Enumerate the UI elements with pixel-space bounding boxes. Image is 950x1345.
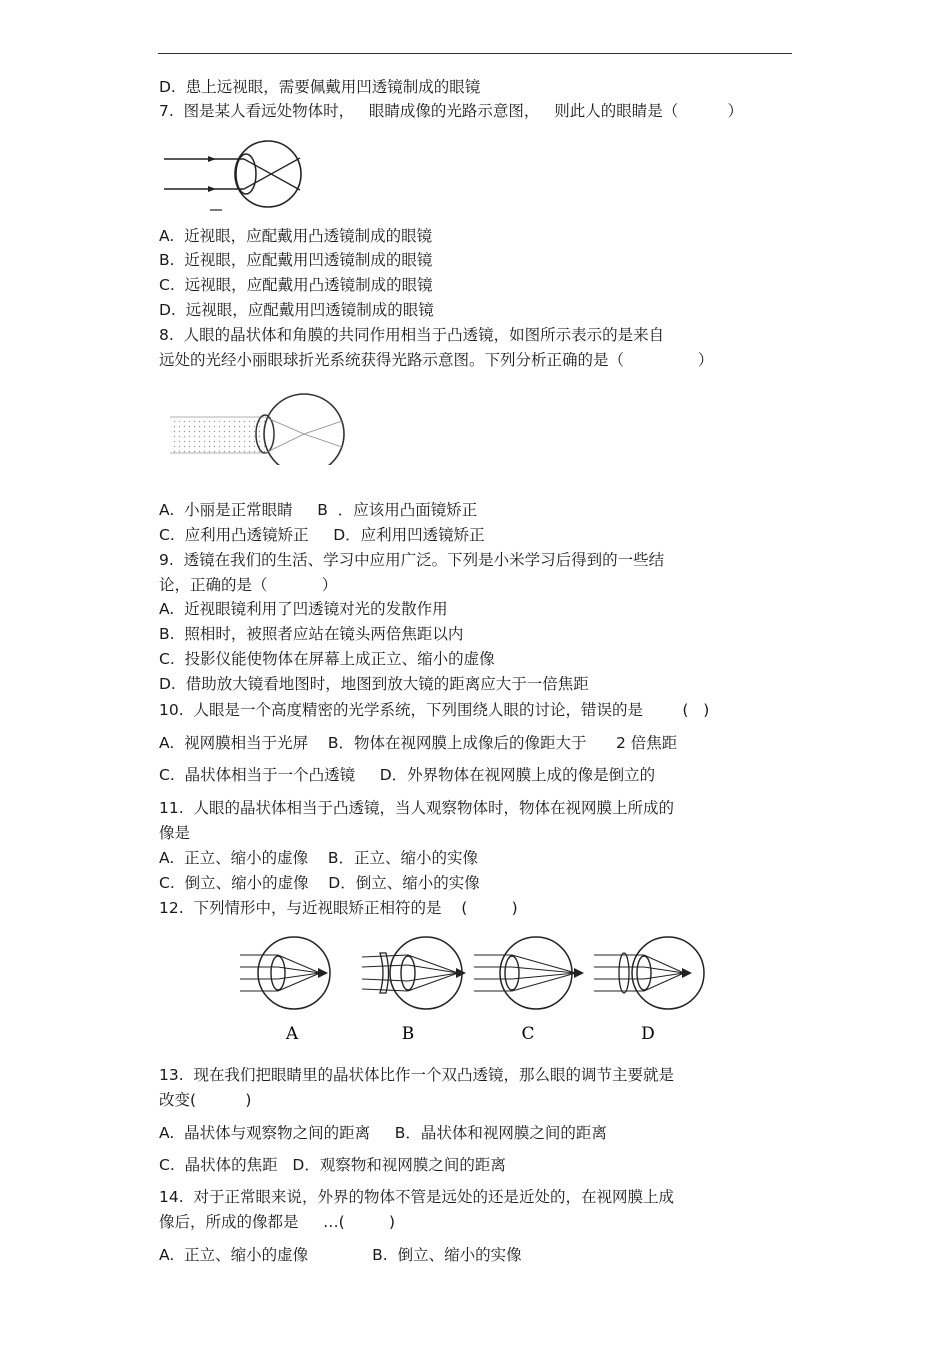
q11-stem-line1: 11. 人眼的晶状体相当于凸透镜，当人观察物体时，物体在视网膜上所成的 (159, 799, 675, 817)
q9-stem-line1: 9. 透镜在我们的生活、学习中应用广泛。下列是小米学习后得到的一些结 (159, 551, 665, 569)
q8-options-cd: C. 应利用凸透镜矫正 D．应利用凹透镜矫正 (159, 526, 485, 544)
q12-label-d: D (641, 1024, 655, 1043)
q11-options-ab: A. 正立、缩小的虚像 B．正立、缩小的实像 (159, 849, 478, 867)
q11-stem-line2: 像是 (159, 824, 191, 842)
q12-label-a: A (285, 1024, 299, 1043)
q14-stem-line1: 14. 对于正常眼来说，外界的物体不管是远处的还是近处的，在视网膜上成 (159, 1188, 675, 1206)
q12-diagram-c (474, 937, 584, 1009)
q10-stem: 10. 人眼是一个高度精密的光学系统，下列围绕人眼的讨论，错误的是 ( ) (159, 701, 710, 719)
q12-stem: 12. 下列情形中，与近视眼矫正相符的是 ( ) (159, 899, 518, 917)
q13-options-cd: C. 晶状体的焦距 D．观察物和视网膜之间的距离 (159, 1156, 506, 1174)
q10-options-ab: A. 视网膜相当于光屏 B．物体在视网膜上成像后的像距大于 2 倍焦距 (159, 734, 678, 752)
q8-options-ab: A. 小丽是正常眼睛 B ．应该用凸面镜矫正 (159, 501, 478, 519)
q12-diagram-a (240, 937, 330, 1009)
q13-options-ab: A. 晶状体与观察物之间的距离 B．晶状体和视网膜之间的距离 (159, 1124, 607, 1142)
q9-option-b: B. 照相时，被照者应站在镜头两倍焦距以内 (159, 625, 464, 643)
q11-options-cd: C. 倒立、缩小的虚像 D．倒立、缩小的实像 (159, 874, 480, 892)
q13-stem-line2: 改变( ) (159, 1091, 252, 1109)
q7-stem: 7. 图是某人看远处物体时， 眼睛成像的光路示意图， 则此人的眼睛是（ ） (159, 102, 743, 120)
q9-stem-line2: 论，正确的是（ ） (159, 576, 338, 594)
q9-option-c: C. 投影仪能使物体在屏幕上成正立、缩小的虚像 (159, 650, 495, 668)
q12-diagram-d (594, 937, 704, 1009)
q14-stem-line2: 像后，所成的像都是 …( ) (159, 1213, 396, 1231)
q8-stem-line2: 远处的光经小丽眼球折光系统获得光路示意图。下列分析正确的是（ ） (159, 351, 714, 369)
q12-eye-diagrams (236, 935, 716, 1043)
q7-option-a: A. 近视眼，应配戴用凸透镜制成的眼镜 (159, 227, 433, 245)
q6-option-d: D. 患上远视眼，需要佩戴用凹透镜制成的眼镜 (159, 78, 481, 96)
q7-option-b: B. 近视眼，应配戴用凹透镜制成的眼镜 (159, 251, 433, 269)
q12-diagram-b (362, 937, 466, 1009)
q10-options-cd: C. 晶状体相当于一个凸透镜 D．外界物体在视网膜上成的像是倒立的 (159, 766, 656, 784)
q7-option-d: D. 远视眼，应配戴用凹透镜制成的眼镜 (159, 301, 434, 319)
q9-option-d: D. 借助放大镜看地图时，地图到放大镜的距离应大于一倍焦距 (159, 675, 589, 693)
q7-eye-diagram (160, 138, 310, 214)
q7-option-c: C. 远视眼，应配戴用凸透镜制成的眼镜 (159, 276, 433, 294)
q13-stem-line1: 13. 现在我们把眼睛里的晶状体比作一个双凸透镜，那么眼的调节主要就是 (159, 1066, 675, 1084)
q8-stem-line1: 8. 人眼的晶状体和角膜的共同作用相当于凸透镜，如图所示表示的是来自 (159, 326, 665, 344)
header-rule (158, 53, 792, 54)
q9-option-a: A. 近视眼镜利用了凹透镜对光的发散作用 (159, 600, 448, 618)
q14-options-ab: A. 正立、缩小的虚像 B. 倒立、缩小的实像 (159, 1246, 522, 1264)
q12-label-c: C (521, 1024, 535, 1043)
q12-label-b: B (401, 1024, 415, 1043)
q8-eye-diagram (168, 385, 353, 465)
